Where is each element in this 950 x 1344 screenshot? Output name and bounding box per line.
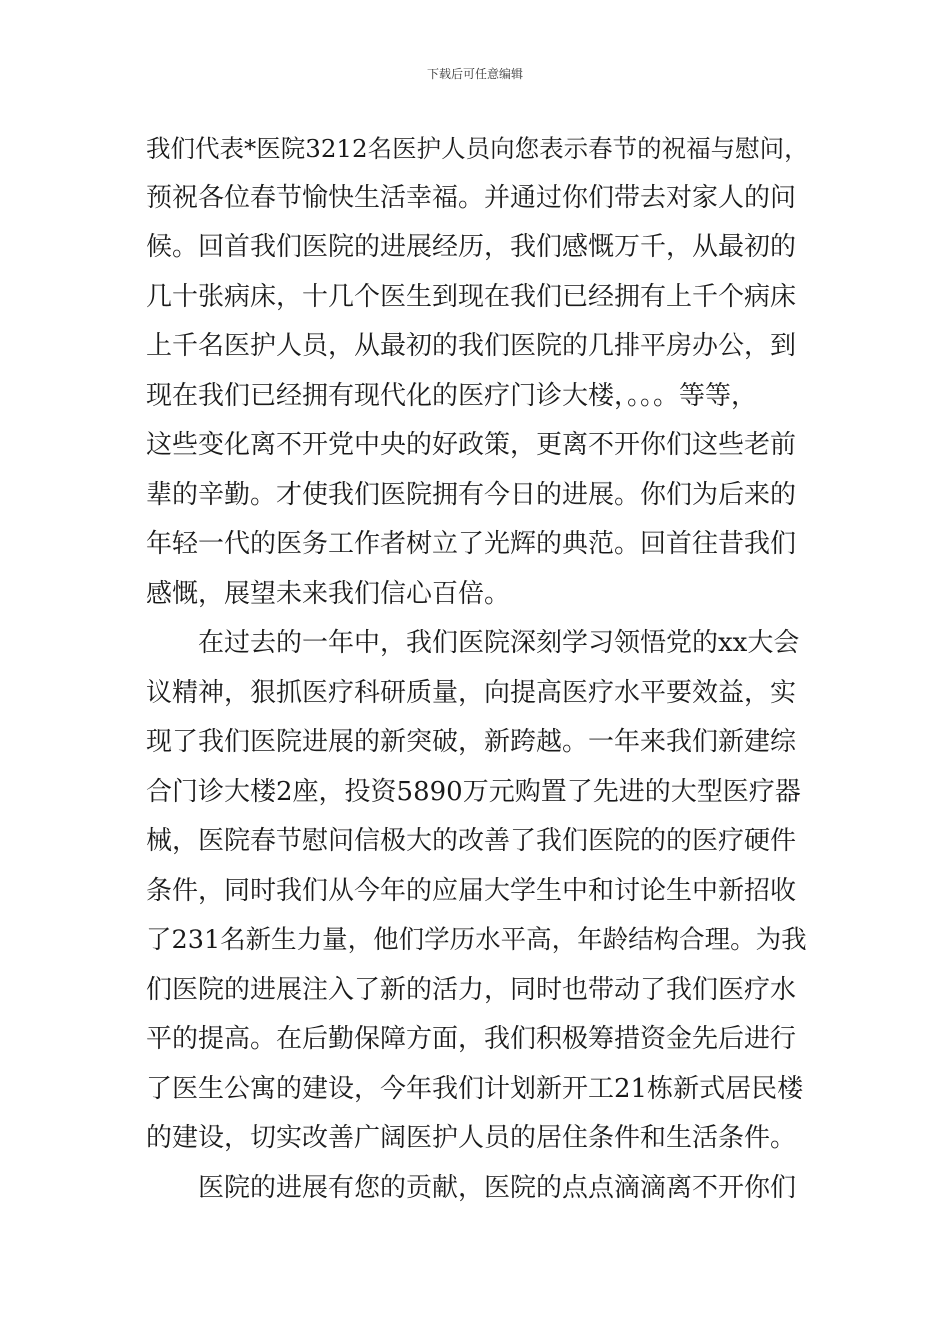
- text-line: 候。回首我们医院的进展经历，我们感慨万千，从最初的: [146, 232, 797, 262]
- page-header-note: 下载后可任意编辑: [426, 67, 523, 81]
- text-line: 现在我们已经拥有现代化的医疗门诊大楼，。。。等等，: [146, 380, 758, 411]
- text-line: 医院的进展有您的贡献，医院的点点滴滴离不开你们: [198, 1172, 797, 1203]
- text-line: 几十张病床，十几个医生到现在我们已经拥有上千个病床: [146, 281, 797, 312]
- text-line: 预祝各位春节愉快生活幸福。并通过你们带去对家人的问: [146, 182, 797, 213]
- text-line: 辈的辛勤。才使我们医院拥有今日的进展。你们为后来的: [146, 479, 797, 510]
- text-line: 年轻一代的医务工作者树立了光辉的典范。回首往昔我们: [146, 529, 797, 559]
- text-line: 感慨，展望未来我们信心百倍。: [146, 578, 511, 609]
- text-line: 条件，同时我们从今年的应届大学生中和讨论生中新招收: [146, 875, 797, 906]
- text-line: 我们代表*医院3212名医护人员向您表示春节的祝福与慰问，: [146, 134, 809, 163]
- text-line: 议精神，狠抓医疗科研质量，向提高医疗水平要效益，实: [146, 677, 797, 708]
- text-line: 上千名医护人员，从最初的我们医院的几排平房办公，到: [146, 331, 797, 361]
- text-line: 的建设，切实改善广阔医护人员的居住条件和生活条件。: [146, 1123, 797, 1153]
- text-line: 了医生公寓的建设，今年我们计划新开工21栋新式居民楼: [146, 1073, 804, 1104]
- text-line: 现了我们医院进展的新突破，新跨越。一年来我们新建综: [146, 727, 797, 757]
- document-body: [146, 124, 814, 1213]
- text-line: 了231名新生力量，他们学历水平高，年龄结构合理。为我: [146, 925, 807, 955]
- text-line: 平的提高。在后勤保障方面，我们积极筹措资金先后进行: [146, 1024, 797, 1054]
- text-line: 械，医院春节慰问信极大的改善了我们医院的的医疗硬件: [146, 826, 797, 856]
- text-line: 这些变化离不开党中央的好政策，更离不开你们这些老前: [146, 430, 797, 460]
- text-line: 合门诊大楼2座，投资5890万元购置了先进的大型医疗器: [146, 776, 801, 807]
- text-line: 们医院的进展注入了新的活力，同时也带动了我们医疗水: [146, 974, 797, 1005]
- text-line: 在过去的一年中，我们医院深刻学习领悟党的xx大会: [198, 628, 800, 658]
